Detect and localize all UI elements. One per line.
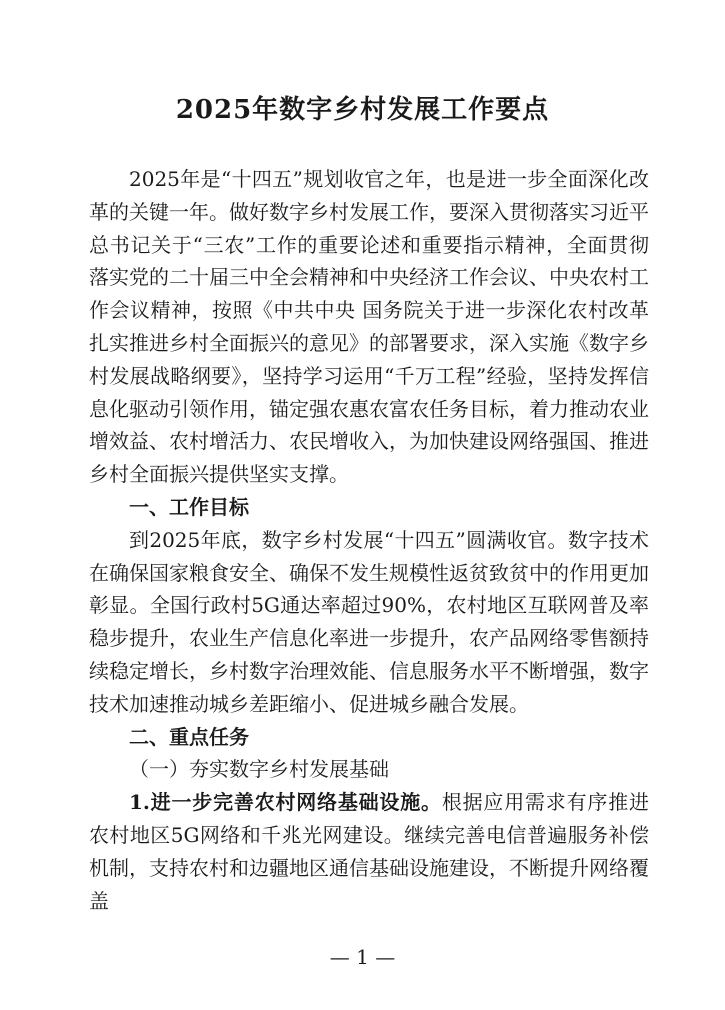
page-number: — 1 — (329, 945, 396, 969)
section-heading-tasks: 二、重点任务 (129, 724, 249, 749)
task-item-1 (89, 786, 649, 917)
task-item-1-title: 1.进一步完善农村网络基础设施。 (129, 790, 442, 815)
task-item-1-text: 根据应用需求有序推进农村地区5G网络和千兆光网建设。继续完善电信普遍服务补偿机制，支持农村和边疆地区通信基础设施建设，不断提升网络覆盖 (89, 790, 649, 913)
intro-paragraph: 2025年是“十四五”规划收官之年，也是进一步全面深化改革的关键一年。做好数字乡村发展工作，要深入贯彻落实习近平总书记关于“三农”工作的重要论述和重要指示精神，全面贯彻落实党的二十届三中全会精神和中央经济工作会议、中央农村工作会议精神，按照《中共中央 国务院关于进一步深化农村改革 扎实推进乡村全面振兴的意见》的部署要求，深入实施《数字乡村发展战略纲要》，坚持学习运用“千万工程”经验，坚持发挥信息化驱动引领作用，锚定强农惠农富农任务目标，着力推动农业增效益、农村增活力、农民增收入，为加快建设网络强国、推进乡村全面振兴提供坚实支撑。 (89, 167, 649, 487)
document-body (89, 163, 649, 917)
section-heading-goals: 一、工作目标 (129, 494, 249, 519)
goals-paragraph: 到2025年底，数字乡村发展“十四五”圆满收官。数字技术在确保国家粮食安全、确保不发生规模性返贫致贫中的作用更加彰显。全国行政村5G通达率超过90%，农村地区互联网普及率稳步提升，农业生产信息化率进一步提升，农产品网络零售额持续稳定增长，乡村数字治理效能、信息服务水平不断增强，数字技术加速推动城乡差距缩小、促进城乡融合发展。 (89, 527, 649, 716)
subsection-heading-foundation: （一）夯实数字乡村发展基础 (129, 757, 389, 782)
document-title: 2025年数字乡村发展工作要点 (175, 95, 550, 125)
